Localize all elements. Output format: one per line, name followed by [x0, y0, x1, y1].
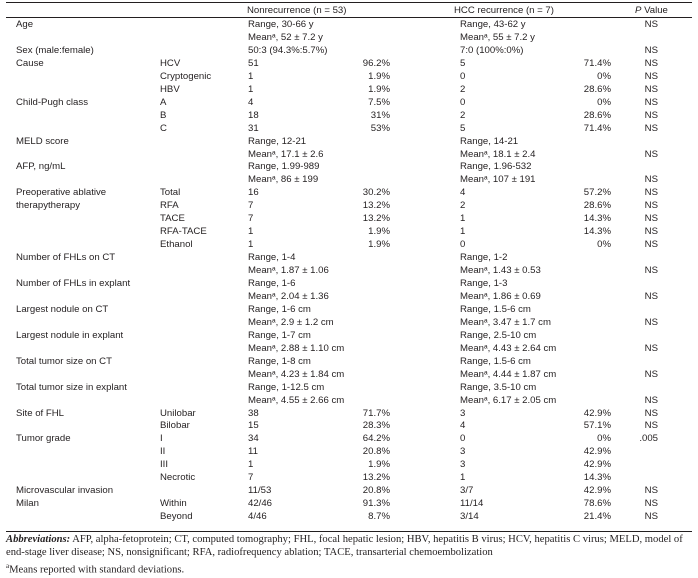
hcc-value: 0: [460, 239, 466, 251]
sub-label: Total: [160, 187, 181, 199]
bottom-rule: [6, 531, 692, 532]
hcc-value: Meanᵃ, 1.86 ± 0.69: [460, 290, 541, 302]
sub-label: RFA: [160, 200, 179, 212]
p-value: NS: [644, 342, 658, 354]
hcc-value: Meanᵃ, 1.43 ± 0.53: [460, 265, 541, 277]
p-value: NS: [644, 239, 658, 251]
nonrec-value: Range, 1.99-989: [248, 161, 320, 173]
p-value: NS: [644, 70, 658, 82]
hcc-value: 4: [460, 420, 466, 432]
nonrec-value: 7: [248, 200, 254, 212]
hcc-value: Range, 14-21: [460, 135, 519, 147]
row-label: MELD score: [16, 135, 69, 147]
p-value: .005: [639, 433, 658, 445]
nonrec-pct: 20.8%: [362, 485, 390, 497]
nonrec-pct: 1.9%: [368, 459, 390, 471]
nonrec-pct: 1.9%: [368, 83, 390, 95]
row-label: Child-Pugh class: [16, 96, 88, 108]
hcc-value: 11/14: [460, 498, 484, 510]
hcc-pct: 0%: [597, 96, 611, 108]
nonrec-pct: 20.8%: [362, 446, 390, 458]
hcc-value: Range, 2.5-10 cm: [460, 329, 537, 341]
nonrec-value: 31: [248, 122, 259, 134]
p-value: NS: [644, 174, 658, 186]
nonrec-value: 51: [248, 57, 259, 69]
hcc-value: 1: [460, 472, 466, 484]
p-value: NS: [644, 485, 658, 497]
hcc-value: 0: [460, 70, 466, 82]
row-label: Largest nodule in explant: [16, 329, 124, 341]
nonrec-value: 7: [248, 213, 254, 225]
header-rule: [6, 17, 692, 18]
hcc-pct: 14.3%: [583, 213, 611, 225]
means-text: Means reported with standard deviations.: [9, 564, 185, 576]
nonrec-pct: 71.7%: [362, 407, 390, 419]
hcc-pct: 42.9%: [583, 446, 611, 458]
hcc-pct: 28.6%: [583, 200, 611, 212]
nonrec-pct: 1.9%: [368, 226, 390, 238]
hcc-pct: 14.3%: [583, 472, 611, 484]
nonrec-value: Range, 1-12.5 cm: [248, 381, 325, 393]
nonrec-value: 1: [248, 459, 254, 471]
p-value: NS: [644, 200, 658, 212]
hcc-value: Meanᵃ, 3.47 ± 1.7 cm: [460, 316, 551, 328]
nonrec-pct: 1.9%: [368, 70, 390, 82]
hcc-pct: 42.9%: [583, 485, 611, 497]
nonrec-value: Range, 1-7 cm: [248, 329, 311, 341]
nonrec-pct: 7.5%: [368, 96, 390, 108]
hcc-value: 2: [460, 200, 466, 212]
hcc-value: 1: [460, 213, 466, 225]
hcc-value: Meanᵃ, 4.44 ± 1.87 cm: [460, 368, 557, 380]
nonrec-value: 42/46: [248, 498, 273, 510]
hcc-value: Range, 3.5-10 cm: [460, 381, 537, 393]
nonrec-value: Range, 1-6 cm: [248, 303, 311, 315]
hcc-value: 0: [460, 96, 466, 108]
sub-label: B: [160, 109, 167, 121]
p-value: NS: [644, 511, 658, 523]
nonrec-value: Meanᵃ, 2.88 ± 1.10 cm: [248, 342, 345, 354]
row-label: therapytherapy: [16, 200, 80, 212]
nonrec-value: 50:3 (94.3%:5.7%): [248, 44, 328, 56]
nonrec-value: 4/46: [248, 511, 267, 523]
hcc-value: Range, 43-62 y: [460, 19, 526, 30]
row-label: Microvascular invasion: [16, 485, 114, 497]
p-value: NS: [644, 368, 658, 380]
nonrec-value: Meanᵃ, 86 ± 199: [248, 174, 319, 186]
row-label: Milan: [16, 498, 39, 510]
nonrec-value: 11/53: [248, 485, 272, 497]
sub-label: Ethanol: [160, 239, 193, 251]
row-label: AFP, ng/mL: [16, 161, 66, 173]
abbreviations-label: Abbreviations:: [6, 534, 71, 545]
hcc-pct: 0%: [597, 239, 611, 251]
nonrec-value: 18: [248, 109, 259, 121]
sub-label: A: [160, 96, 167, 108]
nonrec-value: Meanᵃ, 52 ± 7.2 y: [248, 31, 323, 43]
row-label: Total tumor size in explant: [16, 381, 127, 393]
header-p-rest: Value: [641, 5, 668, 16]
p-value: NS: [644, 420, 658, 432]
nonrec-pct: 96.2%: [362, 57, 390, 69]
nonrec-pct: 13.2%: [362, 213, 390, 225]
row-label: Preoperative ablative: [16, 187, 107, 199]
hcc-value: Meanᵃ, 4.43 ± 2.64 cm: [460, 342, 557, 354]
means-superscript: a: [6, 562, 10, 570]
sub-label: Cryptogenic: [160, 70, 212, 82]
sub-label: HBV: [160, 83, 180, 95]
sub-label: Unilobar: [160, 407, 196, 419]
p-value: NS: [644, 57, 658, 69]
nonrec-value: Meanᵃ, 4.55 ± 2.66 cm: [248, 394, 345, 406]
hcc-value: 5: [460, 57, 466, 69]
row-label: Total tumor size on CT: [16, 355, 112, 367]
nonrec-value: 11: [248, 446, 258, 458]
hcc-pct: 78.6%: [583, 498, 611, 510]
sub-label: Beyond: [160, 511, 193, 523]
hcc-value: 3: [460, 459, 466, 471]
sub-label: Bilobar: [160, 420, 190, 432]
row-label: Site of FHL: [16, 407, 64, 419]
nonrec-pct: 1.9%: [368, 239, 390, 251]
row-label: Number of FHLs in explant: [16, 278, 131, 289]
nonrec-value: Meanᵃ, 2.04 ± 1.36: [248, 290, 329, 302]
p-value: NS: [644, 265, 658, 277]
hcc-value: Meanᵃ, 107 ± 191: [460, 174, 536, 186]
hcc-pct: 0%: [597, 433, 611, 445]
hcc-pct: 71.4%: [583, 57, 611, 69]
p-value: NS: [644, 498, 658, 510]
nonrec-value: Range, 30-66 y: [248, 19, 314, 30]
p-value: NS: [644, 187, 658, 199]
nonrec-value: Range, 12-21: [248, 135, 307, 147]
header-p-italic: P: [635, 5, 642, 16]
p-value: NS: [644, 407, 658, 419]
nonrec-value: 34: [248, 433, 259, 445]
sub-label: I: [160, 433, 163, 445]
nonrec-pct: 64.2%: [362, 433, 390, 445]
hcc-pct: 28.6%: [583, 83, 611, 95]
hcc-pct: 0%: [597, 70, 611, 82]
nonrec-pct: 13.2%: [362, 200, 390, 212]
nonrec-value: 38: [248, 407, 259, 419]
abbreviations-text: AFP, alpha-fetoprotein; CT, computed tomography; FHL, focal hepatic lesion; HBV, hepatitis B virus; HCV, hepatitis C virus; MELD, model of end-stage liver disease; NS, nonsignificant; RFA, radiofrequency ablation; TACE, transarterial chemoembolization: [6, 534, 683, 558]
nonrec-value: Range, 1-4: [248, 252, 296, 264]
hcc-value: 4: [460, 187, 466, 199]
nonrec-value: Meanᵃ, 2.9 ± 1.2 cm: [248, 316, 334, 328]
top-rule: [6, 2, 692, 3]
hcc-pct: 42.9%: [583, 459, 611, 471]
p-value: NS: [644, 19, 658, 30]
p-value: NS: [644, 122, 658, 134]
nonrec-value: 1: [248, 70, 254, 82]
footnote-abbreviations: [6, 533, 692, 559]
p-value: NS: [644, 226, 658, 238]
hcc-pct: 42.9%: [583, 407, 611, 419]
hcc-value: 2: [460, 109, 466, 121]
hcc-pct: 28.6%: [583, 109, 611, 121]
hcc-value: 7:0 (100%:0%): [460, 44, 524, 56]
header-nonrecurrence: Nonrecurrence (n = 53): [247, 5, 347, 16]
hcc-value: Range, 1.5-6 cm: [460, 303, 531, 315]
hcc-value: 3: [460, 407, 466, 419]
nonrec-pct: 8.7%: [368, 511, 390, 523]
p-value: NS: [644, 96, 658, 108]
p-value: NS: [644, 213, 658, 225]
row-label: Sex (male:female): [16, 44, 94, 56]
sub-label: C: [160, 122, 167, 134]
row-label: Largest nodule on CT: [16, 303, 109, 315]
hcc-value: Range, 1.5-6 cm: [460, 355, 531, 367]
hcc-value: Range, 1-2: [460, 252, 508, 264]
nonrec-value: 15: [248, 420, 259, 432]
hcc-value: 1: [460, 226, 466, 238]
hcc-value: Range, 1.96-532: [460, 161, 532, 173]
nonrec-value: 16: [248, 187, 259, 199]
footnote-means: [6, 560, 692, 577]
p-value: NS: [644, 83, 658, 95]
nonrec-value: 7: [248, 472, 254, 484]
hcc-pct: 57.2%: [583, 187, 611, 199]
hcc-value: 0: [460, 433, 466, 445]
row-label: Tumor grade: [16, 433, 71, 445]
hcc-pct: 14.3%: [583, 226, 611, 238]
sub-label: II: [160, 446, 166, 458]
hcc-value: Meanᵃ, 6.17 ± 2.05 cm: [460, 394, 557, 406]
p-value: NS: [644, 290, 658, 302]
hcc-value: Meanᵃ, 55 ± 7.2 y: [460, 31, 535, 43]
hcc-pct: 57.1%: [583, 420, 611, 432]
row-label: Age: [16, 19, 34, 30]
sub-label: HCV: [160, 57, 181, 69]
nonrec-value: Range, 1-6: [248, 278, 296, 289]
hcc-pct: 21.4%: [583, 511, 611, 523]
p-value: NS: [644, 316, 658, 328]
nonrec-pct: 30.2%: [362, 187, 390, 199]
hcc-value: 3/14: [460, 511, 479, 523]
hcc-value: Range, 1-3: [460, 278, 508, 289]
nonrec-pct: 31%: [370, 109, 390, 121]
sub-label: Necrotic: [160, 472, 196, 484]
row-label: Cause: [16, 57, 44, 69]
p-value: NS: [644, 44, 658, 56]
p-value: NS: [644, 109, 658, 121]
sub-label: III: [160, 459, 168, 471]
nonrec-value: 1: [248, 83, 254, 95]
hcc-value: 3: [460, 446, 466, 458]
hcc-value: Meanᵃ, 18.1 ± 2.4: [460, 148, 536, 160]
nonrec-value: 4: [248, 96, 254, 108]
nonrec-value: Meanᵃ, 17.1 ± 2.6: [248, 148, 324, 160]
nonrec-pct: 28.3%: [362, 420, 390, 432]
nonrec-value: Range, 1-8 cm: [248, 355, 311, 367]
header-p-value: [635, 5, 668, 17]
hcc-value: 3/7: [460, 485, 474, 497]
nonrec-value: 1: [248, 239, 254, 251]
nonrec-pct: 53%: [370, 122, 390, 134]
p-value: NS: [644, 394, 658, 406]
row-label: Number of FHLs on CT: [16, 252, 116, 264]
nonrec-pct: 13.2%: [362, 472, 390, 484]
sub-label: TACE: [160, 213, 185, 225]
nonrec-value: 1: [248, 226, 254, 238]
nonrec-value: Meanᵃ, 1.87 ± 1.06: [248, 265, 329, 277]
hcc-pct: 71.4%: [583, 122, 611, 134]
sub-label: RFA-TACE: [160, 226, 207, 238]
header-hcc-recurrence: HCC recurrence (n = 7): [454, 5, 554, 16]
hcc-value: 5: [460, 122, 466, 134]
p-value: NS: [644, 148, 658, 160]
sub-label: Within: [160, 498, 187, 510]
hcc-value: 2: [460, 83, 466, 95]
nonrec-value: Meanᵃ, 4.23 ± 1.84 cm: [248, 368, 345, 380]
nonrec-pct: 91.3%: [362, 498, 390, 510]
